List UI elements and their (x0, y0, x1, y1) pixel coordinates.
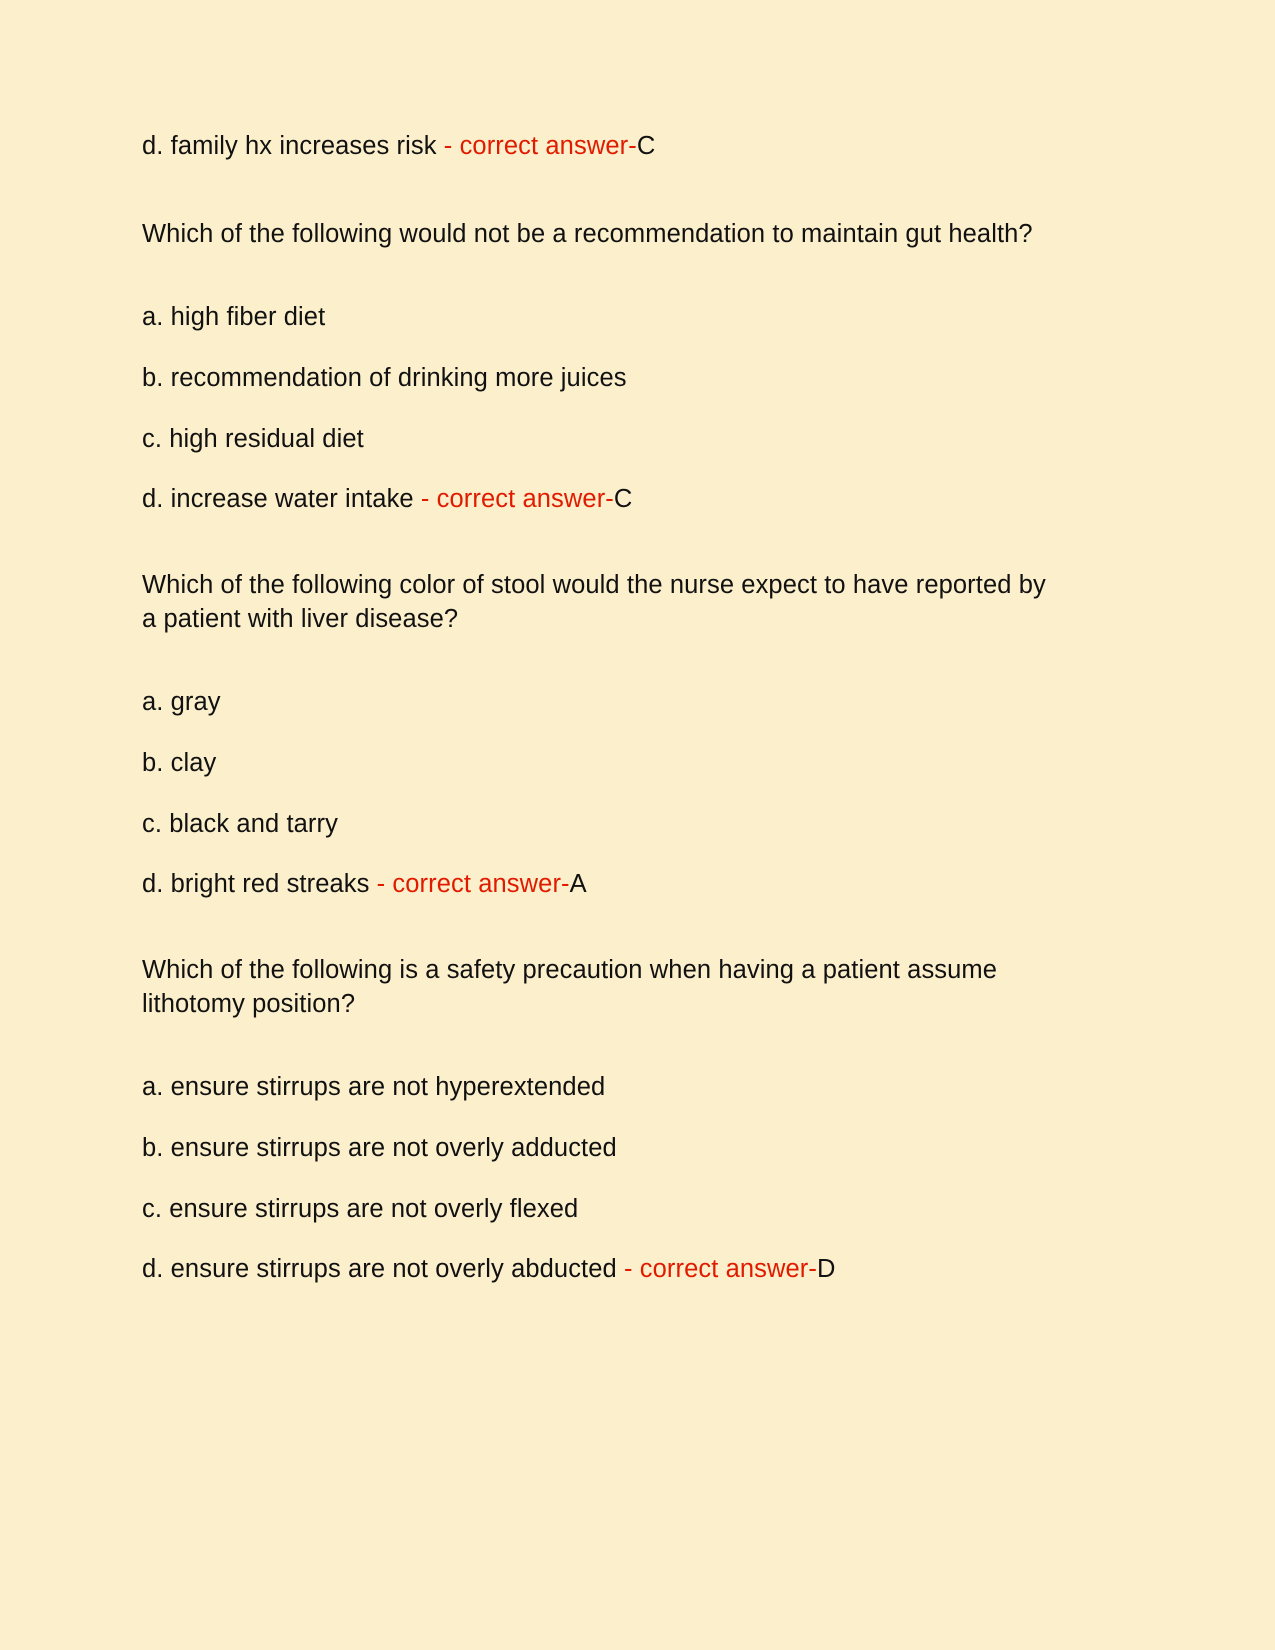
option-text: a. high fiber diet (142, 303, 326, 332)
spacer (142, 335, 1077, 362)
option-text: d. ensure stirrups are not overly abducted (142, 1255, 617, 1284)
question-stem-line: lithotomy position? (142, 989, 356, 1018)
question-stem-line: Which of the following is a safety precaution when having a patient assume (142, 955, 998, 984)
spacer (142, 720, 1077, 747)
list-item (142, 1132, 1077, 1166)
list-item (142, 1253, 1077, 1287)
spacer (142, 781, 1077, 808)
spacer (142, 902, 1077, 954)
list-item (142, 1071, 1077, 1105)
option-text: c. black and tarry (142, 809, 338, 838)
list-item (142, 130, 1077, 164)
spacer (142, 841, 1077, 868)
list-item (142, 483, 1077, 517)
list-item (142, 1193, 1077, 1227)
option-text: b. recommendation of drinking more juices (142, 363, 627, 392)
option-text: b. ensure stirrups are not overly adducted (142, 1133, 617, 1162)
document-content (142, 130, 1077, 1287)
list-item (142, 423, 1077, 457)
question-stem (142, 988, 1077, 1022)
spacer (142, 1226, 1077, 1253)
spacer (142, 1021, 1077, 1071)
correct-answer-marker: - correct answer- (436, 132, 637, 160)
spacer (142, 456, 1077, 483)
option-text: c. ensure stirrups are not overly flexed (142, 1194, 579, 1223)
correct-answer-marker: - correct answer- (369, 870, 570, 899)
correct-answer-letter: D (816, 1255, 836, 1284)
spacer (142, 517, 1077, 569)
question-stem (142, 954, 1077, 988)
list-item (142, 808, 1077, 842)
list-item (142, 868, 1077, 902)
option-text: b. clay (142, 748, 217, 777)
spacer (142, 164, 1077, 218)
spacer (142, 636, 1077, 686)
correct-answer-letter: A (569, 870, 587, 899)
list-item (142, 362, 1077, 396)
option-text: d. bright red streaks (142, 870, 370, 899)
spacer (142, 1105, 1077, 1132)
correct-answer-letter: C (636, 132, 656, 160)
option-text: c. high residual diet (142, 424, 364, 453)
question-stem (142, 569, 1077, 603)
correct-answer-letter: C (613, 485, 633, 514)
question-stem-line: Which of the following color of stool would the nurse expect to have reported by (142, 570, 1046, 599)
option-text: a. ensure stirrups are not hyperextended (142, 1073, 606, 1102)
list-item (142, 301, 1077, 335)
spacer (142, 251, 1077, 301)
correct-answer-marker: - correct answer- (413, 485, 614, 514)
option-text: d. family hx increases risk (142, 132, 437, 160)
question-stem-line: Which of the following would not be a recommendation to maintain gut health? (142, 219, 1033, 248)
question-stem (142, 218, 1077, 252)
spacer (142, 396, 1077, 423)
option-text: a. gray (142, 688, 221, 717)
question-stem-line: a patient with liver disease? (142, 604, 459, 633)
list-item (142, 747, 1077, 781)
correct-answer-marker: - correct answer- (616, 1255, 817, 1284)
list-item (142, 686, 1077, 720)
question-stem (142, 603, 1077, 637)
spacer (142, 1166, 1077, 1193)
option-text: d. increase water intake (142, 485, 414, 514)
